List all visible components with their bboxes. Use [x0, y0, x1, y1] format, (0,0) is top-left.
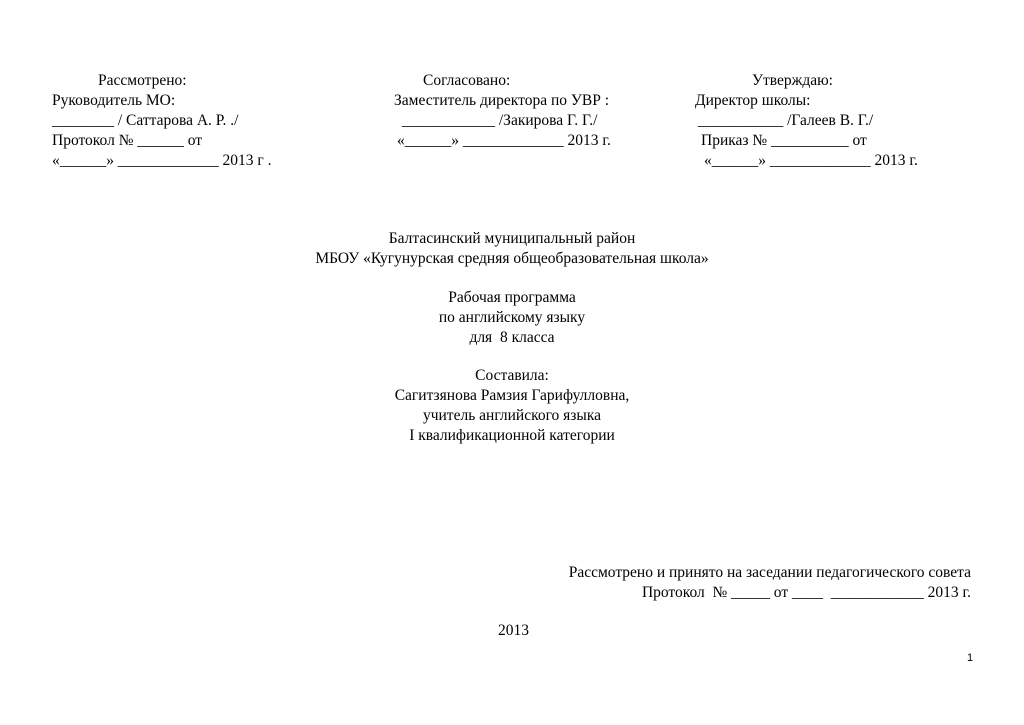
- school-name: МБОУ «Кугунурская средняя общеобразовательная школа»: [315, 250, 709, 267]
- program-title: Рабочая программа: [448, 289, 576, 306]
- approval-middle-date: «______» _____________ 2013 г.: [397, 132, 611, 149]
- approval-left-protocol: Протокол № ______ от: [52, 132, 203, 149]
- district-name: Балтасинский муниципальный район: [388, 230, 636, 247]
- author-label: Составила:: [475, 367, 549, 384]
- author-category: I квалификационной категории: [409, 427, 615, 444]
- program-grade: для 8 класса: [469, 329, 555, 346]
- approval-right-order: Приказ № __________ от: [701, 132, 867, 149]
- approval-right-date: «______» _____________ 2013 г.: [704, 152, 918, 169]
- author-name: Сагитзянова Рамзия Гарифулловна,: [394, 387, 630, 404]
- approval-middle-signature: ____________ /Закирова Г. Г./: [402, 112, 598, 129]
- approval-middle-heading: Согласовано:: [423, 72, 511, 89]
- approval-middle-role: Заместитель директора по УВР :: [394, 92, 609, 109]
- page-number: 1: [966, 652, 974, 664]
- approval-right-role: Директор школы:: [695, 92, 811, 109]
- council-text: Рассмотрено и принято на заседании педагогического совета: [568, 564, 971, 581]
- author-position: учитель английского языка: [422, 407, 602, 424]
- approval-left-role: Руководитель МО:: [52, 92, 176, 109]
- program-subject: по английскому языку: [438, 309, 586, 326]
- approval-left-signature: ________ / Саттарова А. Р. ./: [52, 112, 239, 129]
- approval-right-heading: Утверждаю:: [752, 72, 833, 89]
- approval-left-date: «______» _____________ 2013 г .: [52, 152, 272, 169]
- approval-left-heading: Рассмотрено:: [98, 72, 187, 89]
- council-protocol: Протокол № _____ от ____ ____________ 2013 г.: [641, 584, 971, 601]
- document-year: 2013: [498, 622, 529, 639]
- approval-right-signature: ___________ /Галеев В. Г./: [698, 112, 874, 129]
